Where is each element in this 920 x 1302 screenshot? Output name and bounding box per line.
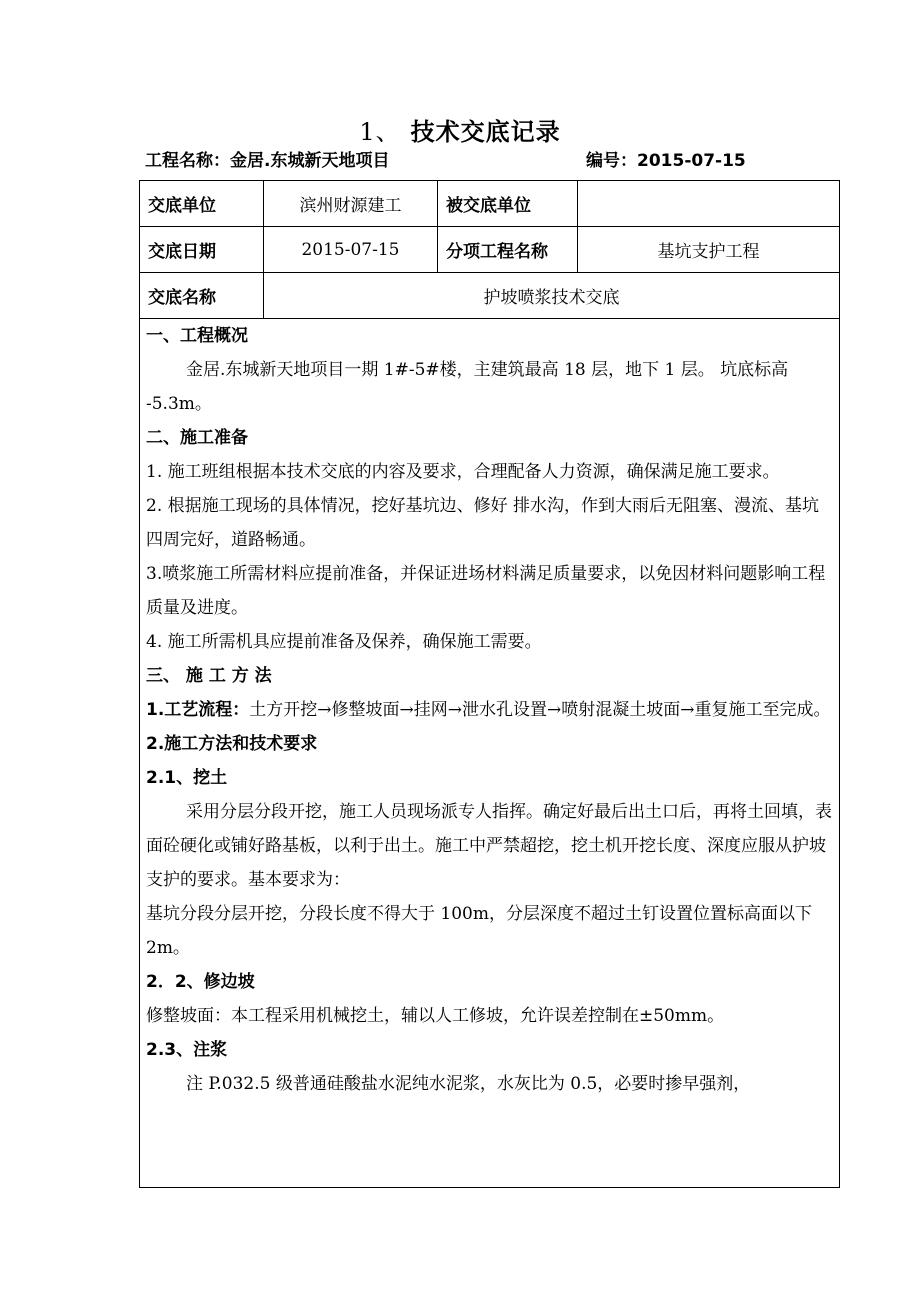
table-row	[140, 227, 839, 273]
title-number: 1、	[359, 118, 401, 146]
serial-number: 编号：2015-07-15	[586, 151, 746, 171]
paragraph: 3.喷浆施工所需材料应提前准备，并保证进场材料满足质量要求，以免因材料问题影响工程质量及进度。	[146, 564, 826, 618]
title-text: 技术交底记录	[410, 118, 561, 146]
label-receiving-unit: 被交底单位	[438, 181, 578, 226]
section-heading: 三、 施 工 方 法	[146, 666, 272, 686]
document-title	[0, 112, 920, 147]
label-handover-date: 交底日期	[140, 227, 264, 272]
label-handover-name: 交底名称	[140, 273, 264, 318]
value-receiving-unit	[578, 181, 839, 226]
value-handover-unit: 滨州财源建工	[264, 181, 438, 226]
project-name: 工程名称：金居.东城新天地项目	[145, 151, 390, 171]
value-handover-name: 护坡喷浆技术交底	[483, 288, 620, 308]
table-row	[140, 273, 839, 319]
paragraph: 1. 施工班组根据本技术交底的内容及要求，合理配备人力资源，确保满足施工要求。	[146, 462, 780, 482]
paragraph: 采用分层分段开挖，施工人员现场派专人指挥。确定好最后出土口后，再将土回填，表面砼硬化或铺好路基板，以利于出土。施工中严禁超挖，挖土机开挖长度、深度应服从护坡支护的要求。基本要求为：	[146, 802, 832, 890]
handover-content	[140, 319, 839, 1101]
value-handover-date: 2015-07-15	[264, 227, 438, 272]
paragraph: 注 P.032.5 级普通硅酸盐水泥纯水泥浆，水灰比为 0.5，必要时掺早强剂，	[186, 1074, 751, 1094]
paragraph: 2. 根据施工现场的具体情况，挖好基坑边、修好 排水沟，作到大雨后无阻塞、漫流、基坑四周完好，道路畅通。	[146, 496, 820, 550]
section-heading: 2.1、挖土	[146, 768, 228, 788]
section-heading: 二、施工准备	[146, 428, 248, 448]
record-sheet	[139, 180, 840, 1188]
section-heading: 2．2、修边坡	[146, 972, 255, 992]
label-subitem-name: 分项工程名称	[438, 227, 578, 272]
value-subitem-name: 基坑支护工程	[657, 242, 760, 262]
table-row	[140, 181, 839, 227]
paragraph: 修整坡面：本工程采用机械挖土，辅以人工修坡，允许误差控制在±50mm。	[146, 1006, 725, 1026]
section-heading: 2.3、注浆	[146, 1040, 228, 1060]
paragraph: 基坑分段分层开挖，分段长度不得大于 100m，分层深度不超过土钉设置位置标高面以下 2m。	[146, 904, 812, 958]
section-heading: 2.施工方法和技术要求	[146, 734, 318, 754]
section-heading: 一、工程概况	[146, 326, 248, 346]
flow-label: 1.工艺流程：	[146, 700, 250, 720]
label-handover-unit: 交底单位	[140, 181, 264, 226]
paragraph	[146, 693, 833, 727]
paragraph: 金居.东城新天地项目一期 1#-5#楼，主建筑最高 18 层，地下 1 层。 坑底标高 -5.3m。	[146, 360, 789, 414]
flow-text: 土方开挖→修整坡面→挂网→泄水孔设置→喷射混凝土坡面→重复施工至完成。	[249, 700, 831, 720]
paragraph: 4. 施工所需机具应提前准备及保养，确保施工需要。	[146, 632, 542, 652]
